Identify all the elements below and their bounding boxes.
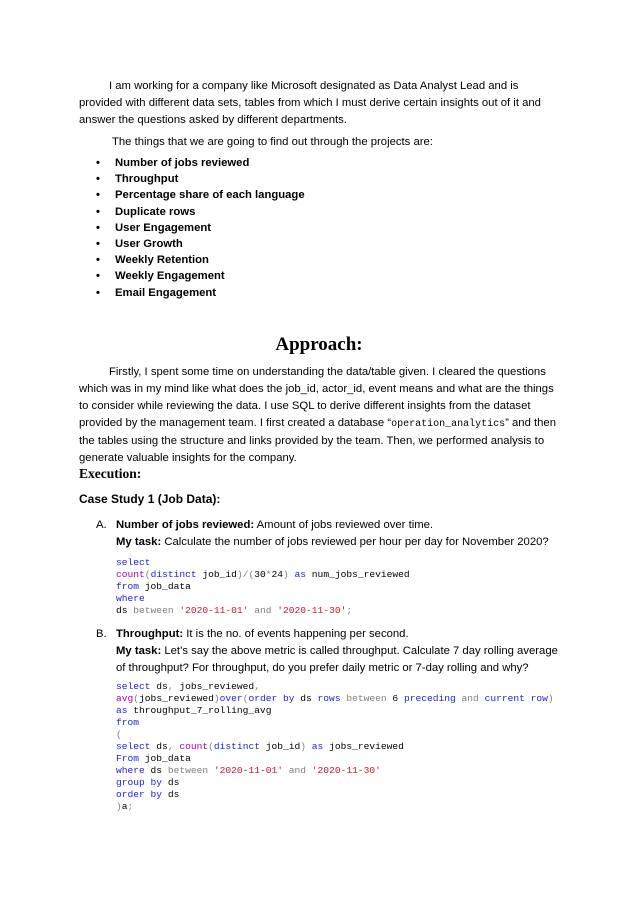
list-item: • User Engagement (96, 220, 305, 236)
code-token: ds (162, 777, 180, 788)
code-token: rows (317, 693, 341, 704)
code-line (116, 557, 410, 569)
code-token: jobs_reviewed (139, 693, 214, 704)
code-line (116, 693, 554, 705)
item-letter: A. (96, 519, 107, 531)
code-token: ) (547, 693, 554, 704)
code-line (116, 705, 554, 717)
approach-paragraph: Firstly, I spent some time on understanding the data/table given. I cleared the questions which was in my mind like what does the job_id, actor_id, event means and what are the things to consider while reviewing the data. I use SQL to derive different insights from the dataset provided by the management team. I first created a database “operation_analytics” and then the tables using the structure and links provided by the team. Then, we performed analysis to generate valuable insights for the company. (79, 366, 556, 464)
code-token: , (254, 681, 260, 692)
code-token: and (248, 605, 278, 616)
list-item: • Email Engagement (96, 285, 305, 301)
code-token: and (455, 693, 485, 704)
code-line (116, 765, 554, 777)
code-line (116, 581, 410, 593)
code-token: ) (283, 569, 295, 580)
code-token: 30 (254, 569, 266, 580)
code-token: between (133, 605, 174, 616)
code-token: '2020-11-01' (179, 605, 249, 616)
code-token: current row (484, 693, 548, 704)
code-token: between (167, 765, 209, 776)
code-token: between (340, 693, 393, 704)
sql-code-block-a (116, 557, 410, 617)
code-token: distinct (150, 569, 197, 580)
code-line (116, 593, 410, 605)
code-token: job_data (139, 581, 191, 592)
list-item: • User Growth (96, 236, 305, 252)
bullet-icon: • (96, 238, 100, 251)
code-token: jobs_reviewed (323, 741, 404, 752)
code-token: and (283, 765, 312, 776)
code-token: )/( (236, 569, 255, 580)
item-title: Throughput: (116, 628, 184, 640)
code-token: ( (133, 693, 140, 704)
code-token: from (116, 581, 140, 592)
bullet-icon: • (96, 286, 100, 299)
code-token: distinct (213, 741, 260, 752)
code-token: count (116, 569, 145, 580)
code-token: , (167, 741, 180, 752)
code-token: ds (162, 789, 180, 800)
code-line (116, 569, 410, 581)
sql-code-block-b (116, 681, 554, 813)
document-page: I am working for a company like Microsoft designated as Data Analyst Lead and is provided with different data sets, tables from which I must derive certain insights out of it and answer the questions asked by different departments. The things that we are going to find out through the projects are: • Number of jobs reviewed • Throughput • Percentage share of each language • Duplicate rows • User Engagement • User Growth • Weekly Retention • Weekly Engagement • Email Engagement Approach: Firstly, I spent some time on understanding the data/table given. I cleared the questions which was in my mind like what does the job_id, actor_id, event means and what are the things to consider while reviewing the data. I use SQL to derive different insights from the dataset provided by the management team. I first created a database “operation_analytics” and then the tables using the structure and links provided by the team. Then, we performed analysis to generate valuable insights for the company. Execution: Case Study 1 (Job Data): A. Number of jobs reviewed: Amount of jobs reviewed over time. My task: Calculate the number of jobs reviewed per hour per day for November 2020? select count(distinct job_id)/(30*24) as num_jobs_reviewed from job_data where ds between '2020-11-01' and '2020-11-30'; B. Throughput: It is the no. of events happening per second. My task: Let’s say the above metric is called throughput. Calculate 7 day rolling average of throughput? For throughput, do you prefer daily metric or 7-day rolling and why? select ds, jobs_reviewed, avg(jobs_reviewed)over(order by ds rows between 6 preceding and current row) as throughput_7_rolling_avg from ( select ds, count(distinct job_id) as jobs_reviewed From job_data where ds between '2020-11-01' and '2020-11-30' group by ds order by ds )a; (0, 0, 638, 902)
list-item: • Weekly Retention (96, 252, 305, 268)
code-token: where (116, 765, 145, 776)
list-item: • Percentage share of each language (96, 187, 305, 203)
code-token: select (116, 741, 151, 752)
code-token: order by (116, 789, 163, 800)
approach-heading: Approach: (275, 334, 363, 355)
code-token: a (121, 801, 128, 812)
code-token: ds (144, 765, 168, 776)
code-token: '2020-11-01' (213, 765, 283, 776)
code-token: from (116, 717, 140, 728)
code-token: as (311, 741, 324, 752)
code-token: ds (116, 605, 134, 616)
item-title: Number of jobs reviewed: (116, 519, 255, 531)
code-token: ds (150, 681, 168, 692)
code-token: over (219, 693, 243, 704)
intro-lead-in: The things that we are going to find out through the projects are: (112, 136, 433, 148)
bullet-icon: • (96, 221, 100, 234)
code-token: preceding (403, 693, 456, 704)
code-token: as (294, 569, 307, 580)
code-token: jobs_reviewed (179, 681, 255, 692)
code-token: * (265, 569, 272, 580)
code-line (116, 729, 554, 741)
execution-heading: Execution: (79, 466, 142, 481)
code-token: job_id (259, 741, 301, 752)
code-token: ds (294, 693, 318, 704)
intro-paragraph: I am working for a company like Microsoft designated as Data Analyst Lead and is provided with different data sets, tables from which I must derive certain insights out of it and answer the questions asked by different departments. (79, 80, 541, 126)
task-label: My task: (116, 645, 162, 657)
code-line (116, 681, 554, 693)
database-name: operation_analytics (391, 419, 506, 430)
code-token: ( (208, 741, 214, 752)
code-token: ( (116, 729, 122, 740)
list-item: • Weekly Engagement (96, 268, 305, 284)
code-line (116, 801, 554, 813)
code-token: count (179, 741, 209, 752)
code-token: select (116, 557, 151, 568)
code-line (116, 741, 554, 753)
item-letter: B. (96, 628, 107, 640)
code-token: ; (346, 605, 353, 616)
bullet-icon: • (96, 254, 100, 267)
code-token: ) (213, 693, 220, 704)
code-token: job_data (139, 753, 191, 764)
code-line (116, 753, 554, 765)
code-token: group by (116, 777, 163, 788)
bullet-icon: • (96, 205, 100, 218)
case-study-heading: Case Study 1 (Job Data): (79, 492, 221, 506)
code-token: ) (300, 741, 312, 752)
code-token: select (116, 681, 151, 692)
code-token: as (116, 705, 128, 716)
code-token: job_id (196, 569, 237, 580)
code-token: '2020-11-30' (311, 765, 381, 776)
list-item: • Throughput (96, 171, 305, 187)
bullet-icon: • (96, 189, 100, 202)
bullet-icon: • (96, 270, 100, 283)
list-item: • Duplicate rows (96, 204, 305, 220)
task-label: My task: (116, 536, 162, 548)
code-token: 24 (271, 569, 284, 580)
list-item: • Number of jobs reviewed (96, 155, 305, 171)
code-token: where (116, 593, 145, 604)
bullet-icon: • (96, 173, 100, 186)
code-token: ; (127, 801, 134, 812)
bullet-icon: • (96, 157, 100, 169)
code-token: '2020-11-30' (277, 605, 347, 616)
code-line (116, 789, 554, 801)
code-token: order by (248, 693, 295, 704)
topics-list (96, 155, 305, 301)
code-token: num_jobs_reviewed (306, 569, 410, 580)
code-token: ds (150, 741, 168, 752)
code-token: , (167, 681, 180, 692)
code-token: ( (242, 693, 249, 704)
code-token: throughput_7_rolling_avg (127, 705, 272, 716)
code-line (116, 717, 554, 729)
code-line (116, 777, 554, 789)
code-token: ( (144, 569, 151, 580)
code-token: From (116, 753, 140, 764)
code-token: avg (116, 693, 134, 704)
code-line (116, 605, 410, 617)
code-token: 6 (392, 693, 399, 704)
code-token: ) (116, 801, 122, 812)
